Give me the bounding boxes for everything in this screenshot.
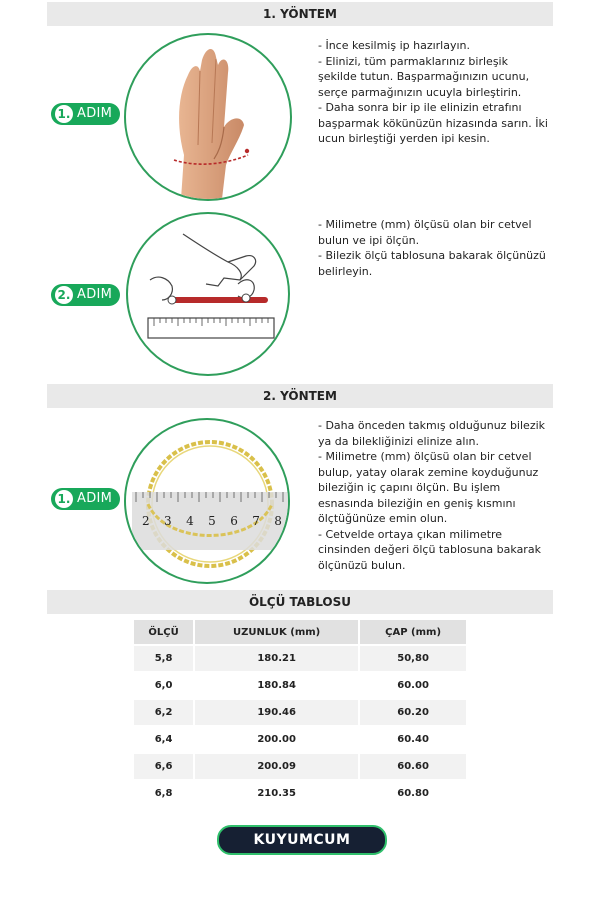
table-cell: 190.46 xyxy=(195,700,358,725)
method1-title: 1. YÖNTEM xyxy=(263,7,337,21)
ruler-digit: 5 xyxy=(208,514,216,528)
instruction-line: - Daha önceden takmış olduğunuz bilezik ya da bilekliğinizi elinize alın. xyxy=(318,419,546,448)
instruction-line: - Cetvelde ortaya çıkan milimetre cinsinden değeri ölçü tablosuna bakarak ölçünüzü bulun. xyxy=(318,527,541,572)
table-cell: 60.40 xyxy=(360,727,466,752)
step-label: ADIM xyxy=(77,287,113,302)
size-table xyxy=(132,618,468,808)
table-row xyxy=(134,727,466,752)
ruler-digit: 8 xyxy=(274,514,282,528)
step-label: ADIM xyxy=(77,491,113,506)
bracelet-measure-illustration xyxy=(124,418,290,584)
instruction-line: - Bilezik ölçü tablosuna bakarak ölçünüzü belirleyin. xyxy=(318,249,546,278)
method1-step1-text xyxy=(318,38,550,147)
step-number: 2. xyxy=(55,286,73,304)
instruction-line: - İnce kesilmiş ip hazırlayın. xyxy=(318,39,471,52)
table-row xyxy=(134,646,466,671)
table-cell: 60.00 xyxy=(360,673,466,698)
ruler-digits xyxy=(142,514,282,528)
table-cell: 60.60 xyxy=(360,754,466,779)
method2-title-bar xyxy=(47,384,553,408)
method2-title: 2. YÖNTEM xyxy=(263,389,337,403)
step-number: 1. xyxy=(55,490,73,508)
table-header-row xyxy=(134,620,466,644)
table-cell: 6,4 xyxy=(134,727,193,752)
table-row xyxy=(134,700,466,725)
method1-title-bar xyxy=(47,2,553,26)
hand-icon xyxy=(126,35,290,199)
step-label: ADIM xyxy=(77,106,113,121)
table-cell: 60.80 xyxy=(360,781,466,806)
brand-name: KUYUMCUM xyxy=(253,832,351,848)
column-header-length: UZUNLUK (mm) xyxy=(195,620,358,644)
table-cell: 200.09 xyxy=(195,754,358,779)
method1-step2-text xyxy=(318,217,550,279)
instruction-line: - Milimetre (mm) ölçüsü olan bir cetvel bulup, yatay olarak zemine koyduğunuz bileziğin iç çapını ölçün. Bu işlem esnasında bileziğin en geniş kısmını ölçtüğünüze emin olun. xyxy=(318,450,539,525)
brand-logo xyxy=(217,825,387,855)
table-cell: 180.84 xyxy=(195,673,358,698)
method2-step1-badge xyxy=(51,488,120,510)
table-cell: 50,80 xyxy=(360,646,466,671)
ruler-digit: 7 xyxy=(252,514,260,528)
method2-step1-text xyxy=(318,418,550,573)
column-header-diameter: ÇAP (mm) xyxy=(360,620,466,644)
table-row xyxy=(134,781,466,806)
bracelet-icon xyxy=(126,420,288,582)
size-table-title: ÖLÇÜ TABLOSU xyxy=(248,595,352,609)
table-cell: 5,8 xyxy=(134,646,193,671)
column-header-size: ÖLÇÜ xyxy=(134,620,193,644)
table-cell: 6,8 xyxy=(134,781,193,806)
instruction-line: - Milimetre (mm) ölçüsü olan bir cetvel bulun ve ipi ölçün. xyxy=(318,218,532,247)
instruction-line: - Daha sonra bir ip ile elinizin etrafını başparmak kökünüzün hizasında sarın. İki ucun birleştiği yerden ipi kesin. xyxy=(318,101,548,145)
ruler-icon xyxy=(128,214,288,374)
table-cell: 6,0 xyxy=(134,673,193,698)
step-number: 1. xyxy=(55,105,73,123)
ruler-digit: 3 xyxy=(164,514,172,528)
ruler-measure-illustration xyxy=(126,212,290,376)
size-table-title-bar xyxy=(47,590,553,614)
method1-step1-badge xyxy=(51,103,120,125)
instruction-line: - Elinizi, tüm parmaklarınız birleşik şekilde tutun. Başparmağınızın ucunu, serçe parmağınızın ucuyla birleştirin. xyxy=(318,54,530,99)
table-cell: 210.35 xyxy=(195,781,358,806)
method1-step2-badge xyxy=(51,284,120,306)
hand-wrap-illustration xyxy=(124,33,292,201)
table-cell: 180.21 xyxy=(195,646,358,671)
table-cell: 60.20 xyxy=(360,700,466,725)
table-row xyxy=(134,673,466,698)
ruler-digit: 2 xyxy=(142,514,150,528)
table-row xyxy=(134,754,466,779)
table-cell: 6,6 xyxy=(134,754,193,779)
ruler-digit: 4 xyxy=(186,514,194,528)
table-cell: 6,2 xyxy=(134,700,193,725)
ruler-digit: 6 xyxy=(230,514,238,528)
table-cell: 200.00 xyxy=(195,727,358,752)
